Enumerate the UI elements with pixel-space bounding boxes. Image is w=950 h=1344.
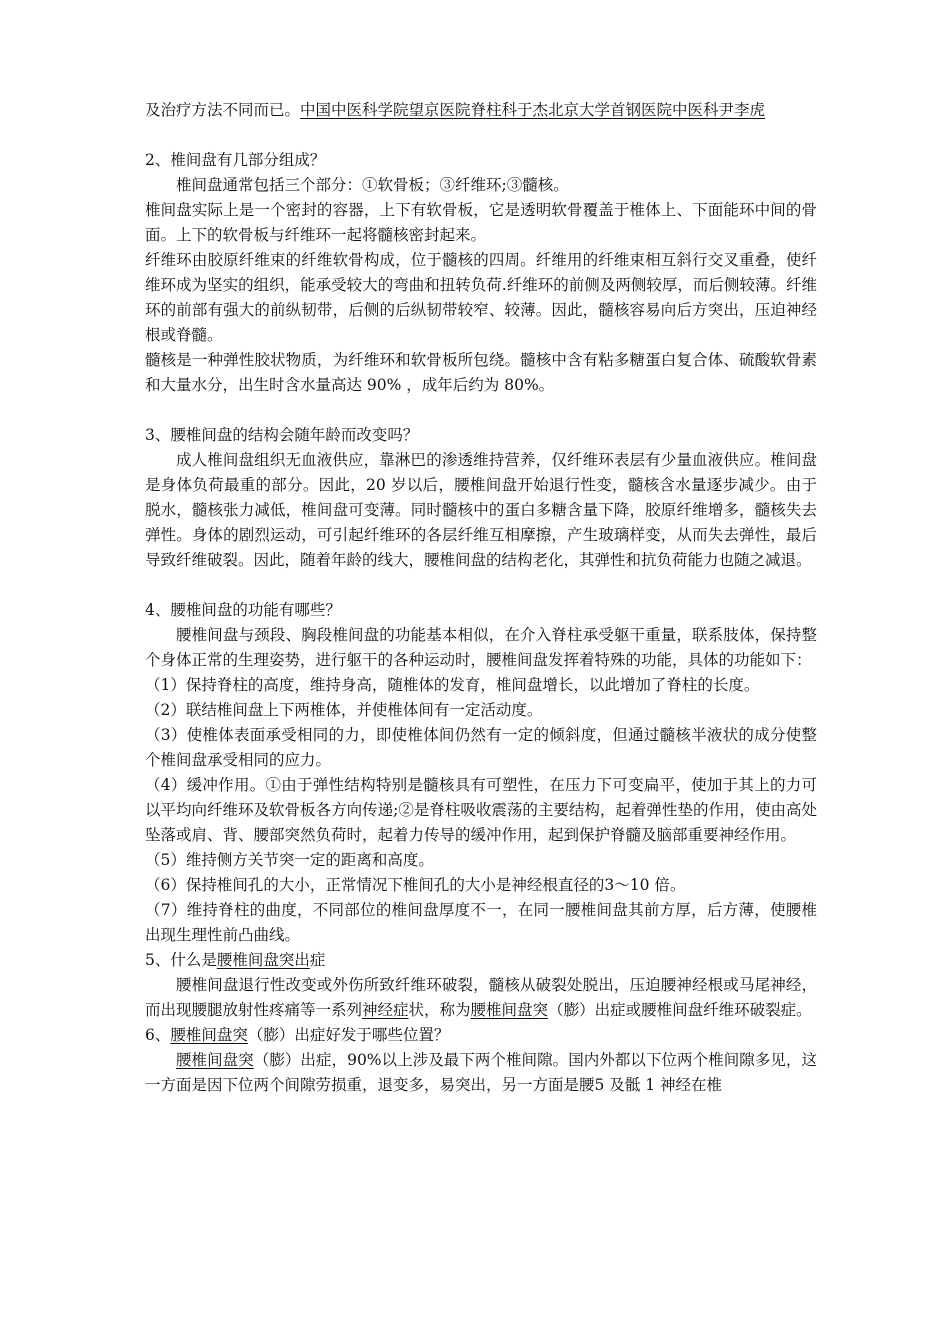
list-item: （7）维持脊柱的曲度，不同部位的椎间盘厚度不一，在同一腰椎间盘其前方厚，后方薄，使腰椎出现生理性前凸曲线。 <box>145 901 817 944</box>
section-4-heading: 4、腰椎间盘的功能有哪些？ <box>145 601 341 619</box>
lumbar-disc-protrusion-link[interactable]: 腰椎间盘突 <box>170 1026 248 1044</box>
list-item: （5）维持侧方关节突一定的距离和高度。 <box>145 851 434 869</box>
section-5-heading-suffix: 症 <box>309 951 326 969</box>
section-2-heading: 2、椎间盘有几部分组成？ <box>145 151 326 169</box>
list-item: （6）保持椎间孔的大小，正常情况下椎间孔的大小是神经根直径的3～10 倍。 <box>145 876 686 894</box>
text-column <box>145 98 817 1098</box>
section-2-paragraph-1: 椎间盘通常包括三个部分：①软骨板；③纤维环;③髓核。 <box>176 176 569 194</box>
section-6-text: （膨）出症，90%以上涉及最下两个椎间隙。国内外都以下位两个椎间隙多见，这一方面是因下位两个间隙劳损重，退变多，易突出，另一方面是腰5 及骶 1 神经在椎 <box>145 1051 817 1094</box>
section-5-text-a: 腰椎间盘退行性改变或外伤所致纤维环破裂，髓核从破裂处脱出，压迫腰神经根或马尾神经，而出现腰腿放射性疼痛等一系列 <box>145 976 817 1019</box>
section-5-heading-prefix: 5、什么是 <box>145 951 217 969</box>
lumbar-disc-protrusion-link[interactable]: 腰椎间盘突 <box>176 1051 254 1069</box>
section-5-paragraph-1 <box>145 973 817 1023</box>
intro-line <box>145 98 817 123</box>
list-item: （3）使椎体表面承受相同的力，即使椎体间仍然有一定的倾斜度，但通过髓核半液状的成分使整个椎间盘承受相同的应力。 <box>145 726 817 769</box>
section-2-paragraph-3: 纤维环由胶原纤维束的纤维软骨构成，位于髓核的四周。纤维用的纤维束相互斜行交叉重叠，使纤维环成为坚实的组织，能承受较大的弯曲和扭转负荷.纤维环的前侧及两侧较厚，而后侧较薄。纤维环的前部有强大的前纵韧带，后侧的后纵韧带较窄、较薄。因此，髓核容易向后方突出，压迫神经根或脊髓。 <box>145 251 817 344</box>
intro-text: 及治疗方法不同而已。 <box>145 101 301 119</box>
section-4-paragraph-1: 腰椎间盘与颈段、胸段椎间盘的功能基本相似，在介入脊柱承受躯干重量，联系肢体，保持整个身体正常的生理姿势，进行躯干的各种运动时，腰椎间盘发挥着特殊的功能，具体的功能如下： <box>145 626 817 669</box>
lumbar-disc-herniation-link[interactable]: 腰椎间盘突出 <box>216 951 310 969</box>
section-5-text-c: （膨）出症或腰椎间盘纤维环破裂症。 <box>548 1001 812 1019</box>
section-6-heading <box>145 1023 817 1048</box>
list-item: （4）缓冲作用。①由于弹性结构特别是髓核具有可塑性，在压力下可变扁平，使加于其上的力可以平均向纤维环及软骨板各方向传递;②是脊柱吸收震荡的主要结构，起着弹性垫的作用，使由高处坠落或肩、背、腰部突然负荷时，起着力传导的缓冲作用，起到保护脊髓及脑部重要神经作用。 <box>145 776 817 844</box>
neurosis-link[interactable]: 神经症 <box>362 1001 409 1019</box>
section-6-heading-suffix: （膨）出症好发于哪些位置？ <box>247 1026 450 1044</box>
author-credit-link[interactable]: 中国中医科学院望京医院脊柱科于杰北京大学首钢医院中医科尹李虎 <box>300 101 766 119</box>
spacer <box>145 573 817 598</box>
lumbar-disc-protrusion-link[interactable]: 腰椎间盘突 <box>470 1001 549 1019</box>
section-6-heading-prefix: 6、 <box>145 1026 171 1044</box>
section-5-text-b: 状，称为 <box>408 1001 471 1019</box>
section-2-paragraph-2: 椎间盘实际上是一个密封的容器，上下有软骨板，它是透明软骨覆盖于椎体上、下面能环中间的骨面。上下的软骨板与纤维环一起将髓核密封起来。 <box>145 201 817 244</box>
section-3-paragraph-1: 成人椎间盘组织无血液供应，靠淋巴的渗透维持营养，仅纤维环表层有少量血液供应。椎间盘是身体负荷最重的部分。因此，20 岁以后，腰椎间盘开始退行性变，髓核含水量逐步减少。由于脱水，髓核张力减低，椎间盘可变薄。同时髓核中的蛋白多糖含量下降，胶原纤维增多，髓核失去弹性。身体的剧烈运动，可引起纤维环的各层纤维互相摩擦，产生玻璃样变，从而失去弹性，最后导致纤维破裂。因此，随着年龄的线大，腰椎间盘的结构老化，其弹性和抗负荷能力也随之减退。 <box>145 451 817 569</box>
section-2-paragraph-4: 髓核是一种弹性胶状物质，为纤维环和软骨板所包绕。髓核中含有粘多糖蛋白复合体、硫酸软骨素和大量水分，出生时含水量高达 90% ，成年后约为 80%。 <box>145 351 817 394</box>
section-6-paragraph-1 <box>145 1048 817 1098</box>
spacer <box>145 398 817 423</box>
list-item: （1）保持脊柱的高度，维持身高，随椎体的发育，椎间盘增长，以此增加了脊柱的长度。 <box>145 676 760 694</box>
section-3-heading: 3、腰椎间盘的结构会随年龄而改变吗？ <box>145 426 419 444</box>
section-5-heading <box>145 948 817 973</box>
spacer <box>145 123 817 148</box>
list-item: （2）联结椎间盘上下两椎体，并使椎体间有一定活动度。 <box>145 701 543 719</box>
